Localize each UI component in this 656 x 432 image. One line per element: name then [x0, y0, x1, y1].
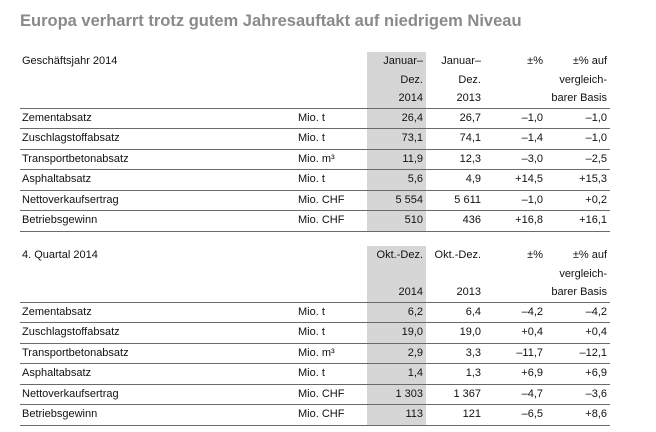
header-comparable: barer Basis — [551, 286, 607, 298]
value-comparable: –1,0 — [546, 129, 610, 150]
value-comparable: –3,6 — [546, 384, 610, 405]
row-label: Zuschlagstoffabsatz — [20, 129, 295, 150]
section-label: Geschäftsjahr 2014 — [22, 55, 118, 67]
row-label: Asphaltabsatz — [20, 364, 295, 385]
value-current: 26,4 — [367, 108, 426, 129]
value-previous: 436 — [426, 211, 484, 232]
header-change: ±% — [527, 249, 543, 261]
row-unit: Mio. m³ — [295, 149, 367, 170]
row-label: Nettoverkaufsertrag — [20, 190, 295, 211]
row-label: Asphaltabsatz — [20, 170, 295, 191]
header-comparable: vergleich- — [559, 267, 607, 280]
row-unit: Mio. CHF — [295, 190, 367, 211]
row-label: Nettoverkaufsertrag — [20, 384, 295, 405]
header-previous: 2013 — [456, 286, 481, 298]
value-previous: 1 367 — [426, 384, 484, 405]
header-previous: Dez. — [458, 73, 481, 86]
value-current: 11,9 — [367, 149, 426, 170]
header-change: ±% — [527, 55, 543, 67]
header-previous: Januar– — [441, 55, 481, 67]
row-unit: Mio. t — [295, 323, 367, 344]
row-label: Transportbetonabsatz — [20, 149, 295, 170]
value-comparable: +0,2 — [546, 190, 610, 211]
quarter-table — [20, 246, 610, 426]
header-current: 2014 — [367, 283, 426, 302]
header-comparable: ±% auf — [572, 249, 607, 261]
header-current: 2014 — [367, 89, 426, 108]
value-previous: 3,3 — [426, 343, 484, 364]
value-change: +6,9 — [484, 364, 546, 385]
table-row — [20, 149, 610, 170]
row-label: Zuschlagstoffabsatz — [20, 323, 295, 344]
table-row — [20, 129, 610, 150]
value-comparable: +0,4 — [546, 323, 610, 344]
table-row — [20, 190, 610, 211]
value-change: –11,7 — [484, 343, 546, 364]
row-unit: Mio. t — [295, 108, 367, 129]
annual-table — [20, 52, 610, 232]
row-unit: Mio. CHF — [295, 384, 367, 405]
row-unit: Mio. m³ — [295, 343, 367, 364]
value-previous: 5 611 — [426, 190, 484, 211]
value-comparable: –2,5 — [546, 149, 610, 170]
value-current: 19,0 — [367, 323, 426, 344]
value-previous: 6,4 — [426, 302, 484, 323]
value-previous: 26,7 — [426, 108, 484, 129]
table-row — [20, 343, 610, 364]
value-change: +14,5 — [484, 170, 546, 191]
table-row — [20, 405, 610, 426]
table-row — [20, 364, 610, 385]
value-change: –4,7 — [484, 384, 546, 405]
value-previous: 19,0 — [426, 323, 484, 344]
table-row — [20, 302, 610, 323]
value-change: –1,0 — [484, 108, 546, 129]
value-current: 6,2 — [367, 302, 426, 323]
value-change: –4,2 — [484, 302, 546, 323]
value-previous: 74,1 — [426, 129, 484, 150]
row-label: Transportbetonabsatz — [20, 343, 295, 364]
page-title: Europa verharrt trotz gutem Jahresauftakt auf niedrigem Niveau — [20, 12, 522, 30]
header-comparable: vergleich- — [559, 73, 607, 86]
value-previous: 12,3 — [426, 149, 484, 170]
section-label: 4. Quartal 2014 — [22, 249, 98, 261]
value-comparable: –12,1 — [546, 343, 610, 364]
row-unit: Mio. CHF — [295, 405, 367, 426]
row-unit: Mio. t — [295, 129, 367, 150]
value-change: –1,0 — [484, 190, 546, 211]
table-row — [20, 323, 610, 344]
header-current: Okt.-Dez. — [367, 246, 426, 265]
header-previous — [426, 265, 484, 284]
header-previous: 2013 — [456, 92, 481, 104]
value-current: 510 — [367, 211, 426, 232]
header-current: Januar– — [367, 52, 426, 71]
row-label: Betriebsgewinn — [20, 405, 295, 426]
value-comparable: +8,6 — [546, 405, 610, 426]
value-previous: 4,9 — [426, 170, 484, 191]
value-current: 1,4 — [367, 364, 426, 385]
value-current: 113 — [367, 405, 426, 426]
value-change: +0,4 — [484, 323, 546, 344]
value-current: 2,9 — [367, 343, 426, 364]
value-change: –6,5 — [484, 405, 546, 426]
header-comparable: barer Basis — [551, 92, 607, 104]
table-row — [20, 108, 610, 129]
row-label: Betriebsgewinn — [20, 211, 295, 232]
row-label: Zementabsatz — [20, 302, 295, 323]
value-comparable: +6,9 — [546, 364, 610, 385]
row-label: Zementabsatz — [20, 108, 295, 129]
value-current: 73,1 — [367, 129, 426, 150]
value-comparable: +15,3 — [546, 170, 610, 191]
value-current: 1 303 — [367, 384, 426, 405]
header-comparable: ±% auf — [572, 55, 607, 67]
value-current: 5 554 — [367, 190, 426, 211]
row-unit: Mio. t — [295, 364, 367, 385]
header-current — [367, 265, 426, 284]
header-previous: Okt.-Dez. — [434, 249, 481, 261]
header-current: Dez. — [367, 71, 426, 90]
value-change: –1,4 — [484, 129, 546, 150]
table-row — [20, 211, 610, 232]
row-unit: Mio. t — [295, 170, 367, 191]
value-change: +16,8 — [484, 211, 546, 232]
value-previous: 1,3 — [426, 364, 484, 385]
row-unit: Mio. t — [295, 302, 367, 323]
table-row — [20, 384, 610, 405]
table-row — [20, 170, 610, 191]
value-previous: 121 — [426, 405, 484, 426]
value-comparable: –1,0 — [546, 108, 610, 129]
value-comparable: –4,2 — [546, 302, 610, 323]
value-comparable: +16,1 — [546, 211, 610, 232]
value-change: –3,0 — [484, 149, 546, 170]
value-current: 5,6 — [367, 170, 426, 191]
row-unit: Mio. CHF — [295, 211, 367, 232]
